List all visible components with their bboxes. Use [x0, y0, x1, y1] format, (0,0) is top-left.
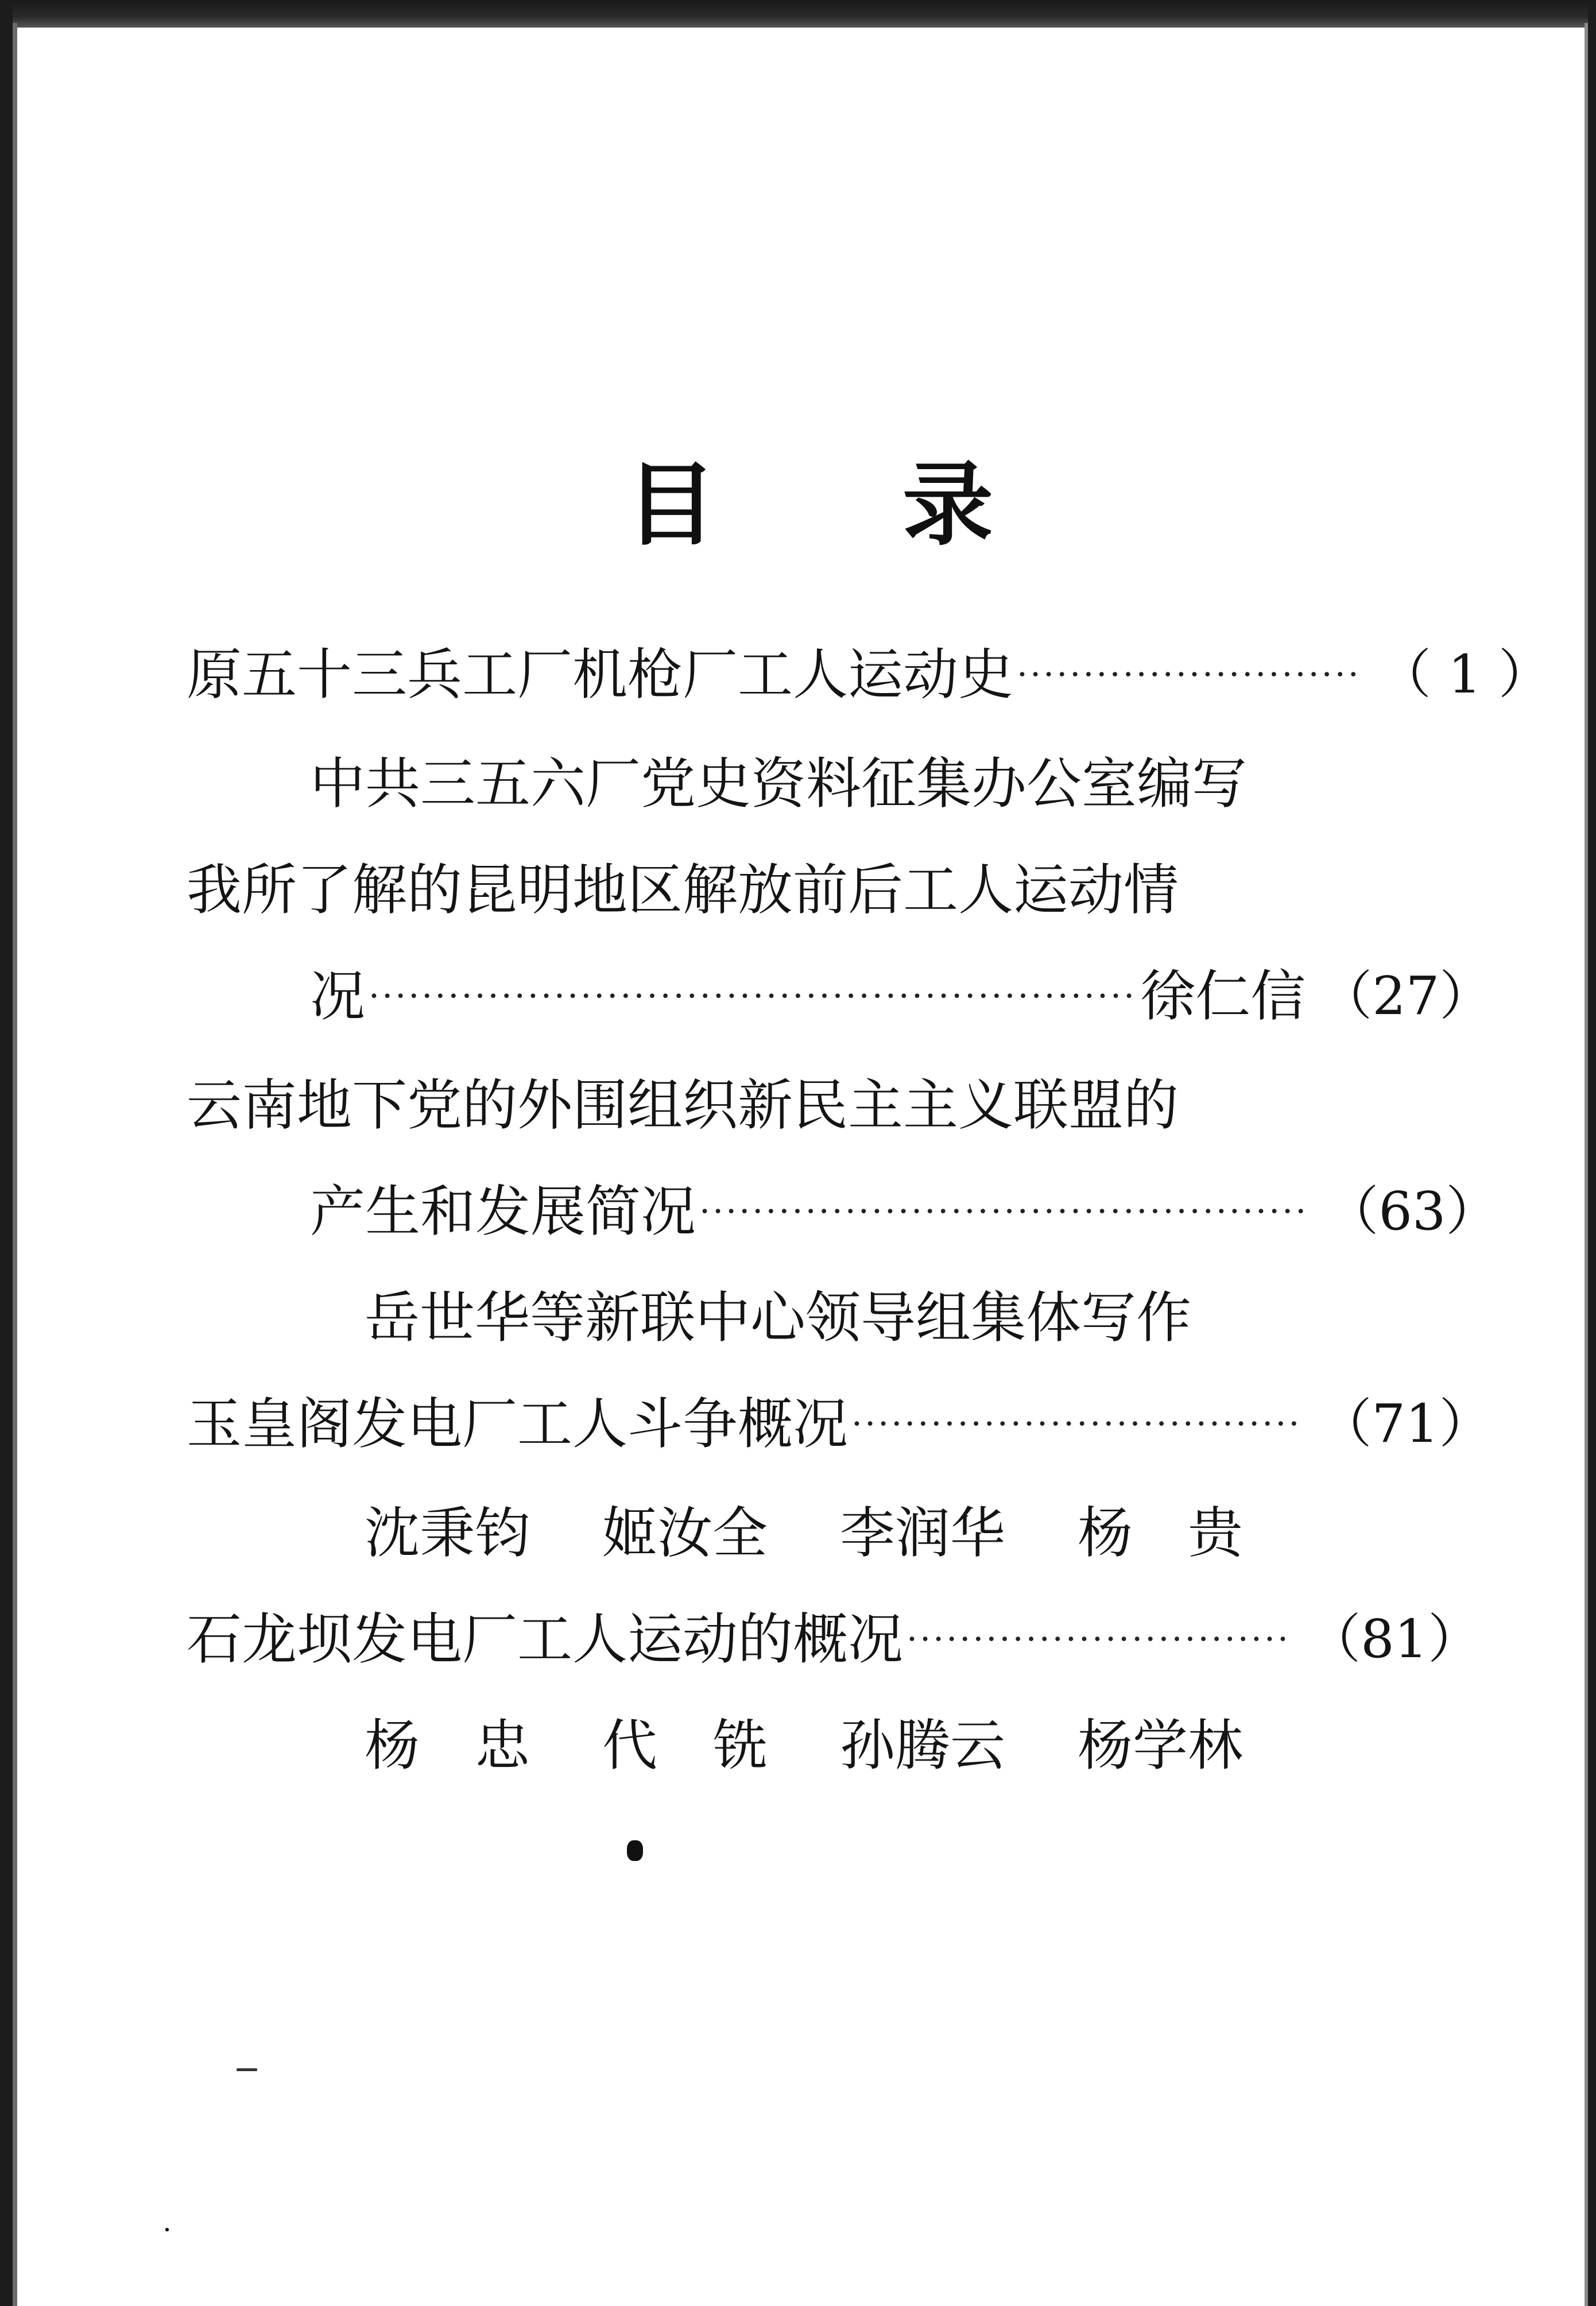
scan-left-border: [13, 23, 17, 2306]
toc-entry-1-leader: ··························: [1017, 655, 1361, 695]
scan-top-edge: [0, 0, 1596, 28]
ink-speck: [237, 2068, 257, 2071]
toc-entry-1-byline-text: 中共三五六厂党史资料征集办公室编写: [310, 752, 1247, 816]
toc-entry-5[interactable]: [187, 1599, 1481, 1680]
toc-entry-2-page: （27）: [1319, 965, 1493, 1027]
toc-entry-1-page: （ 1 ）: [1378, 644, 1551, 705]
toc-entry-2-line-2[interactable]: [310, 956, 1493, 1036]
page-title-char-1: 目: [626, 452, 716, 558]
toc-entry-3-line-1[interactable]: [187, 1065, 1179, 1146]
toc-entry-1-byline: [310, 744, 1247, 824]
ink-speck: [627, 1840, 643, 1861]
toc-entry-4-author-2: 姬汝全: [602, 1501, 768, 1565]
toc-entry-2-title-2: 况: [310, 964, 365, 1028]
toc-entry-1-title: 原五十三兵工厂机枪厂工人运动史: [187, 643, 1013, 707]
toc-entry-2-line-1[interactable]: [187, 850, 1179, 930]
toc-entry-4-author-1: 沈秉钧: [365, 1501, 530, 1565]
toc-entry-2-leader: ··························································: [369, 976, 1137, 1016]
toc-entry-5-author-3: 孙腾云: [840, 1713, 1005, 1778]
toc-entry-2-author: 徐仁信: [1140, 964, 1306, 1028]
toc-entry-4-author-3: 李润华: [840, 1501, 1005, 1565]
toc-entry-4-leader: ··································: [851, 1404, 1302, 1444]
toc-entry-5-title: 石龙坝发电厂工人运动的概况: [187, 1607, 903, 1672]
toc-entry-4-authors: [365, 1493, 1243, 1573]
scan-left-edge: [0, 0, 13, 2306]
toc-entry-3-byline: [365, 1278, 1191, 1358]
toc-entry-5-leader: ·····························: [907, 1619, 1291, 1659]
ink-speck: [165, 2228, 169, 2231]
page-title: [626, 454, 993, 557]
toc-entry-4-author-4: 杨 贵: [1078, 1501, 1243, 1565]
toc-entry-3-title-2: 产生和发展简况: [310, 1179, 696, 1244]
toc-entry-5-authors: [365, 1705, 1243, 1786]
toc-entry-5-page: （81）: [1308, 1608, 1481, 1670]
page-title-char-2: 录: [902, 452, 993, 558]
toc-entry-3-page: （63）: [1326, 1181, 1499, 1242]
toc-entry-3-leader: ··············································: [699, 1191, 1309, 1232]
toc-entry-3-byline-text: 岳世华等新联中心领导组集体写作: [365, 1286, 1191, 1350]
toc-entry-5-author-2: 代 铣: [602, 1713, 768, 1778]
toc-entry-3-line-2[interactable]: [310, 1171, 1499, 1252]
toc-entry-4[interactable]: [187, 1384, 1492, 1464]
toc-entry-5-author-4: 杨学林: [1078, 1713, 1243, 1778]
toc-entry-2-title-1: 我所了解的昆明地区解放前后工人运动情: [187, 858, 1179, 922]
scan-right-border: [1585, 23, 1588, 2306]
toc-entry-3-title-1: 云南地下党的外围组织新民主主义联盟的: [187, 1073, 1179, 1137]
toc-entry-5-author-1: 杨 忠: [365, 1713, 530, 1778]
toc-entry-1[interactable]: [187, 634, 1551, 715]
toc-entry-4-page: （71）: [1319, 1393, 1492, 1454]
toc-entry-4-title: 玉皇阁发电厂工人斗争概况: [187, 1392, 848, 1456]
scan-right-edge: [1588, 0, 1596, 2306]
